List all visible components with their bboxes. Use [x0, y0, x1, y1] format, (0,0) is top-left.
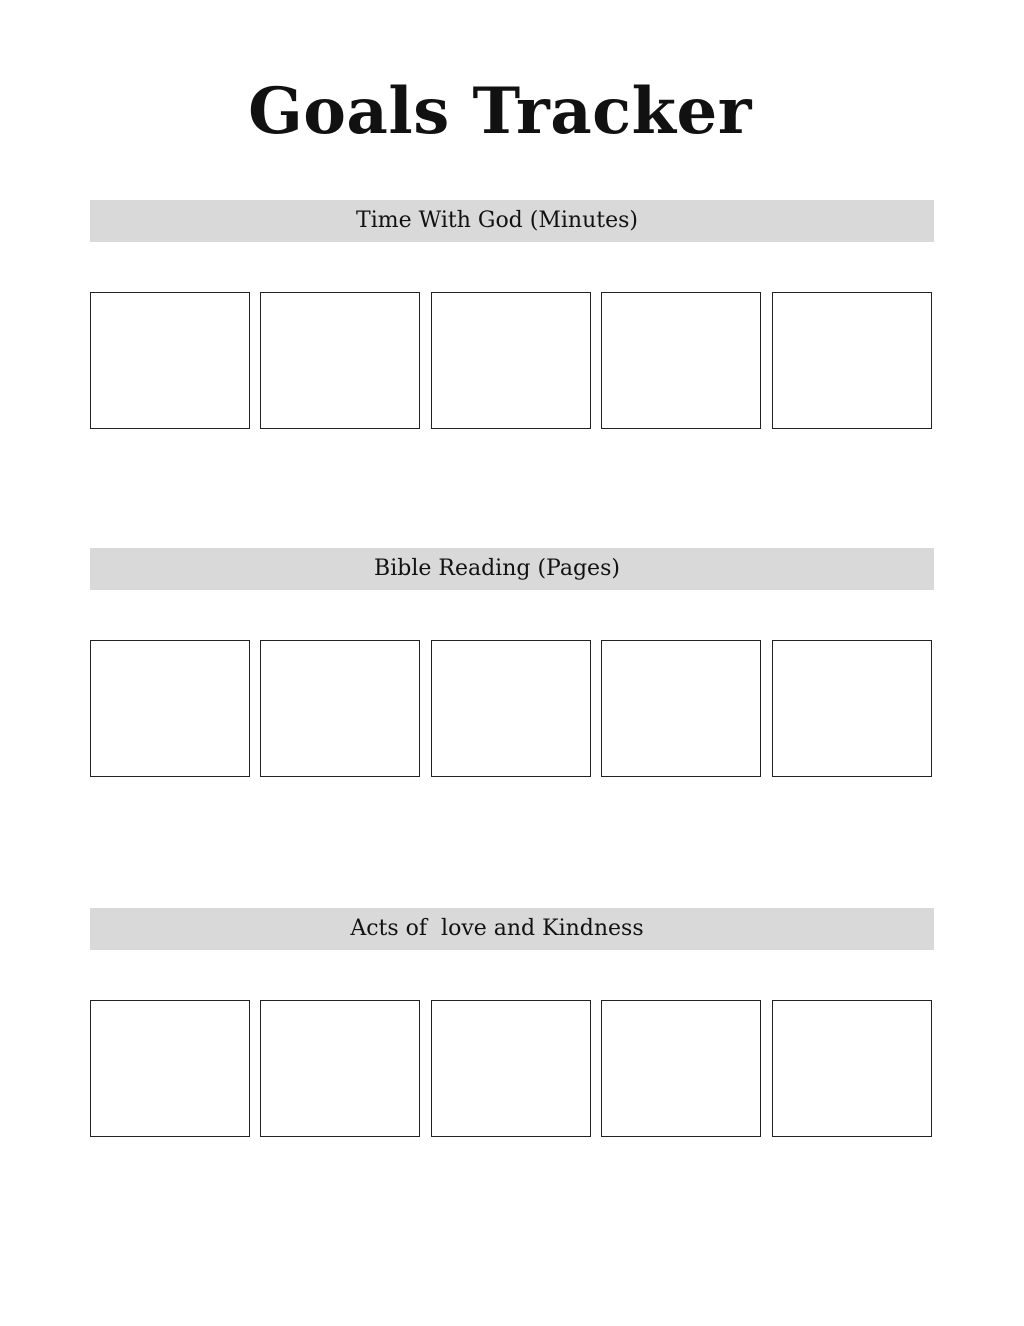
tracker-box[interactable] [772, 1000, 932, 1137]
tracker-box[interactable] [601, 292, 761, 429]
tracker-box[interactable] [431, 1000, 591, 1137]
section-label: Bible Reading (Pages) [374, 556, 620, 581]
tracker-box[interactable] [772, 640, 932, 777]
tracker-box[interactable] [90, 292, 250, 429]
section-label: Time With God (Minutes) [356, 208, 638, 233]
tracker-box[interactable] [431, 640, 591, 777]
tracker-box[interactable] [601, 1000, 761, 1137]
tracker-box[interactable] [260, 640, 420, 777]
tracker-box[interactable] [90, 1000, 250, 1137]
tracker-box[interactable] [90, 640, 250, 777]
tracker-row-bible-reading [90, 640, 934, 779]
tracker-box[interactable] [431, 292, 591, 429]
tracker-row-time-with-god [90, 292, 934, 431]
section-label: Acts of love and Kindness [350, 916, 644, 941]
tracker-box[interactable] [601, 640, 761, 777]
section-header-time-with-god [90, 200, 934, 242]
tracker-row-acts-of-love [90, 1000, 934, 1139]
tracker-box[interactable] [772, 292, 932, 429]
page-title: Goals Tracker [248, 74, 752, 149]
tracker-box[interactable] [260, 292, 420, 429]
tracker-box[interactable] [260, 1000, 420, 1137]
section-header-bible-reading [90, 548, 934, 590]
section-header-acts-of-love [90, 908, 934, 950]
